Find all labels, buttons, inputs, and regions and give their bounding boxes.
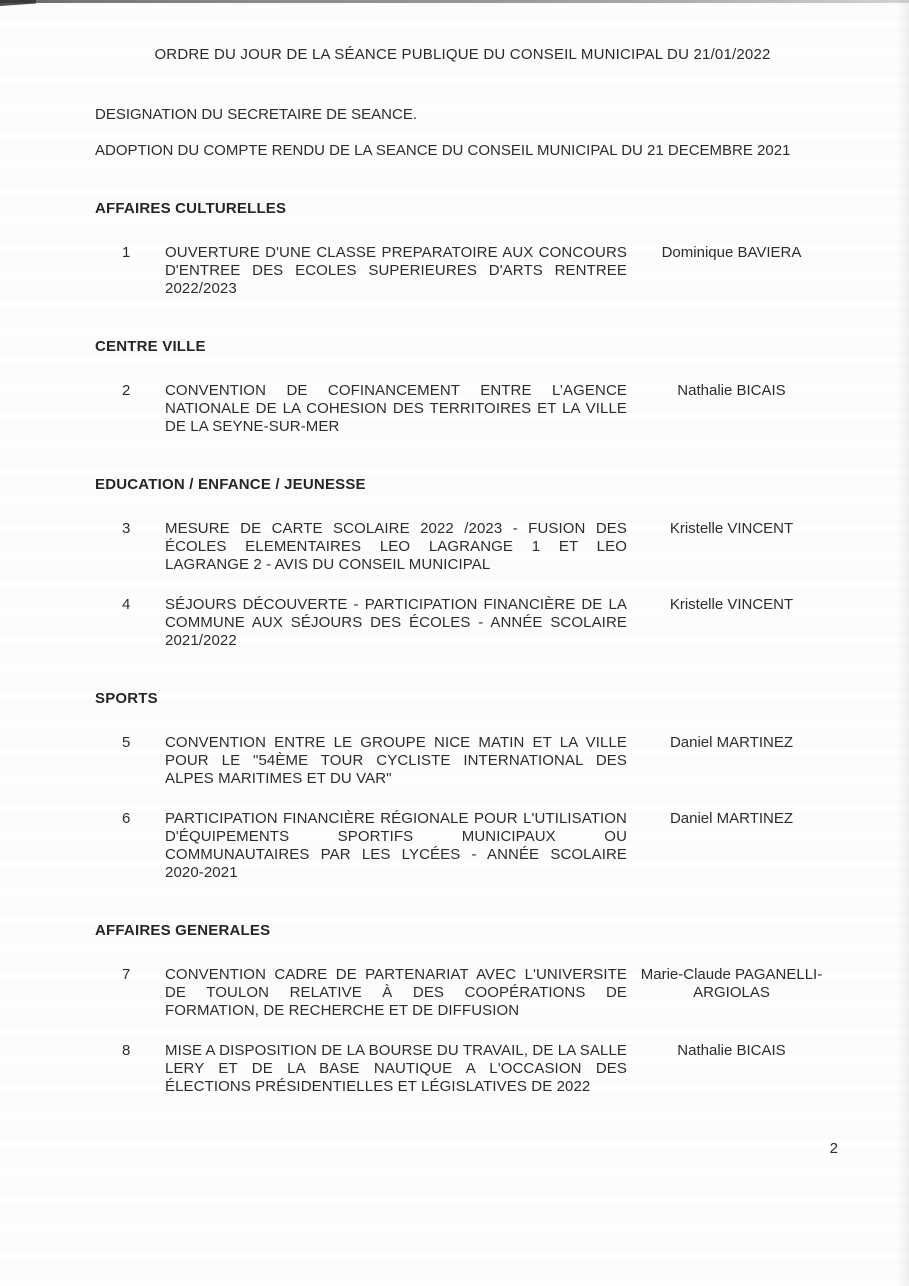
document-title: ORDRE DU JOUR DE LA SÉANCE PUBLIQUE DU CONSEIL MUNICIPAL DU 21/01/2022 xyxy=(154,46,771,63)
item-title: OUVERTURE D'UNE CLASSE PREPARATOIRE AUX CONCOURS D'ENTREE DES ECOLES SUPERIEURES D'ARTS RENTREE 2022/2023 xyxy=(165,244,627,297)
section-education-enfance-jeunesse xyxy=(95,476,830,650)
item-title: CONVENTION CADRE DE PARTENARIAT AVEC L'UNIVERSITE DE TOULON RELATIVE À DES COOPÉRATIONS DE FORMATION, DE RECHERCHE ET DE DIFFUSION xyxy=(165,966,627,1019)
item-title: CONVENTION ENTRE LE GROUPE NICE MATIN ET LA VILLE POUR LE "54ÈME TOUR CYCLISTE INTERNATIONAL DES ALPES MARITIMES ET DU VAR" xyxy=(165,734,627,787)
agenda-item xyxy=(95,520,830,574)
section-heading: CENTRE VILLE xyxy=(95,338,206,355)
preamble-line-secretaire: DESIGNATION DU SECRETAIRE DE SEANCE. xyxy=(95,106,417,123)
item-number: 4 xyxy=(122,596,131,613)
section-affaires-culturelles xyxy=(95,200,830,298)
agenda-item xyxy=(95,1042,830,1096)
item-number: 5 xyxy=(122,734,131,751)
item-rapporteur: Nathalie BICAIS xyxy=(677,1042,786,1059)
agenda-item xyxy=(95,966,830,1020)
item-rapporteur: Daniel MARTINEZ xyxy=(669,734,794,751)
item-rapporteur: Nathalie BICAIS xyxy=(677,382,786,399)
section-heading: AFFAIRES CULTURELLES xyxy=(95,200,287,217)
scan-corner-artifact xyxy=(0,0,36,6)
agenda-item xyxy=(95,734,830,788)
document-content xyxy=(0,46,909,1096)
section-heading: EDUCATION / ENFANCE / JEUNESSE xyxy=(95,476,366,493)
item-rapporteur: Daniel MARTINEZ xyxy=(669,810,794,827)
page-number: 2 xyxy=(829,1140,838,1157)
section-sports xyxy=(95,690,830,882)
item-number: 6 xyxy=(122,810,131,827)
item-rapporteur: Dominique BAVIERA xyxy=(661,244,802,261)
section-affaires-generales xyxy=(95,922,830,1096)
agenda-item xyxy=(95,244,830,298)
section-heading: AFFAIRES GENERALES xyxy=(95,922,271,939)
item-title: CONVENTION DE COFINANCEMENT ENTRE L’AGENCE NATIONALE DE LA COHESION DES TERRITOIRES ET LA VILLE DE LA SEYNE-SUR-MER xyxy=(165,382,627,435)
item-number: 7 xyxy=(122,966,131,983)
item-title: MISE A DISPOSITION DE LA BOURSE DU TRAVAIL, DE LA SALLE LERY ET DE LA BASE NAUTIQUE A L'OCCASION DES ÉLECTIONS PRÉSIDENTIELLES ET LÉGISLATIVES DE 2022 xyxy=(165,1042,627,1095)
preamble-line-adoption: ADOPTION DU COMPTE RENDU DE LA SEANCE DU CONSEIL MUNICIPAL DU 21 DECEMBRE 2021 xyxy=(95,142,791,159)
item-title: SÉJOURS DÉCOUVERTE - PARTICIPATION FINANCIÈRE DE LA COMMUNE AUX SÉJOURS DES ÉCOLES - ANNÉE SCOLAIRE 2021/2022 xyxy=(165,596,627,649)
item-number: 8 xyxy=(122,1042,131,1059)
agenda-item xyxy=(95,382,830,436)
item-title: MESURE DE CARTE SCOLAIRE 2022 /2023 - FUSION DES ÉCOLES ELEMENTAIRES LEO LAGRANGE 1 ET LEO LAGRANGE 2 - AVIS DU CONSEIL MUNICIPAL xyxy=(165,520,627,573)
item-number: 2 xyxy=(122,382,131,399)
item-rapporteur: Kristelle VINCENT xyxy=(669,596,794,613)
item-number: 3 xyxy=(122,520,131,537)
item-rapporteur: Marie-Claude PAGANELLI-ARGIOLAS xyxy=(640,966,823,1001)
section-heading: SPORTS xyxy=(95,690,158,707)
agenda-item xyxy=(95,810,830,882)
scan-top-edge-artifact xyxy=(0,0,909,3)
agenda-item xyxy=(95,596,830,650)
item-rapporteur: Kristelle VINCENT xyxy=(669,520,794,537)
item-title: PARTICIPATION FINANCIÈRE RÉGIONALE POUR L'UTILISATION D'ÉQUIPEMENTS SPORTIFS MUNICIPAUX OU COMMUNAUTAIRES PAR LES LYCÉES - ANNÉE SCOLAIRE 2020-2021 xyxy=(165,810,627,881)
section-centre-ville xyxy=(95,338,830,436)
item-number: 1 xyxy=(122,244,131,261)
